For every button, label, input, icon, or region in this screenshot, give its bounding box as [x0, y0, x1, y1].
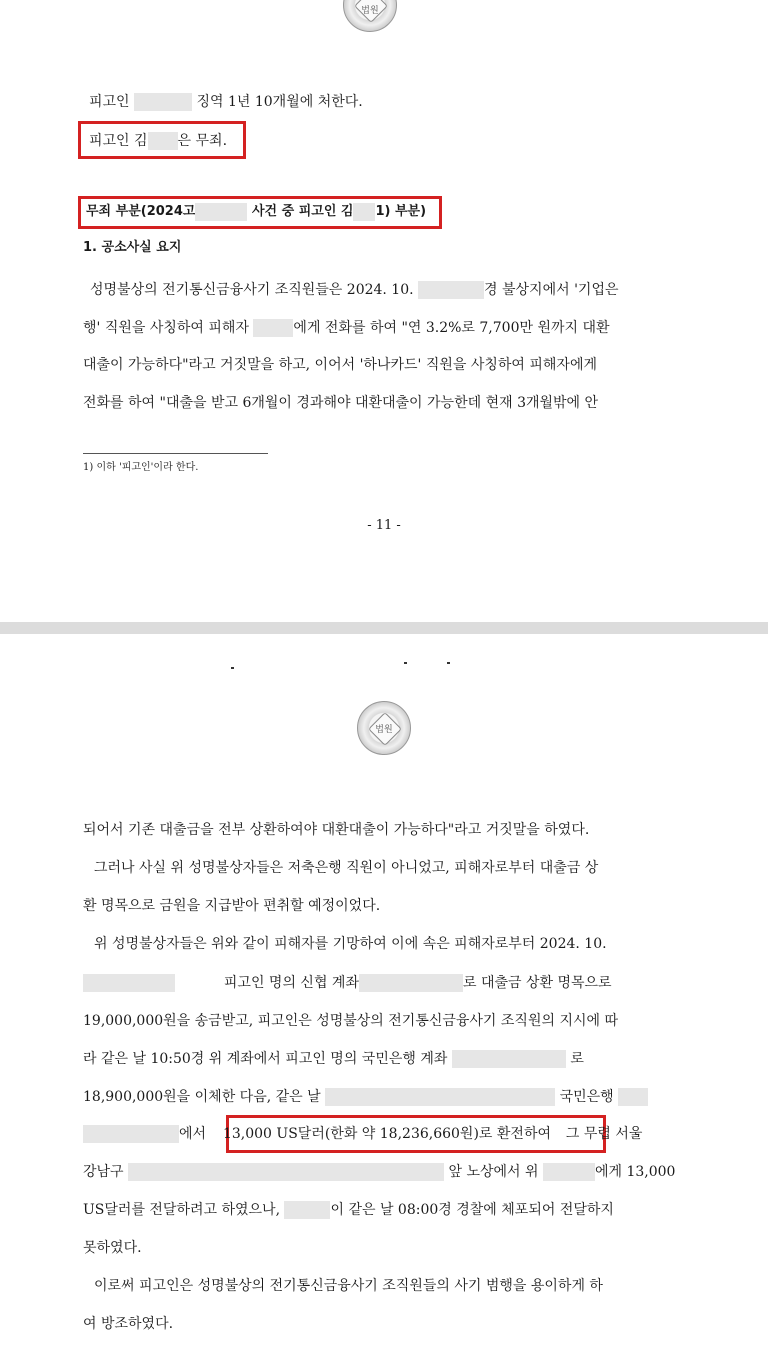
redaction: [83, 1125, 179, 1143]
body-line: 여 방조하였다.: [83, 1316, 174, 1332]
document-page-12: [0, 634, 768, 1355]
body-line: 강남구 앞 노상에서 위 에게 13,000: [83, 1164, 676, 1180]
body-line: 18,900,000원을 이체한 다음, 같은 날 국민은행: [83, 1087, 648, 1107]
page-number: - 11 -: [367, 518, 401, 533]
verdict-acquittal: 피고인 김 은 무죄.: [89, 133, 228, 149]
body-line: 19,000,000원을 송금받고, 피고인은 성명불상의 전기통신금융사기 조직원의 지시에 따: [83, 1013, 619, 1029]
footnote: 1) 이하 '피고인'이라 한다.: [83, 462, 199, 473]
body-line: 에서 13,000 US달러(한화 약 18,236,660원)로 환전하여 그 무렵 서울: [83, 1124, 642, 1144]
page-separator: [0, 622, 768, 634]
redaction: [452, 1050, 566, 1068]
body-line: 위 성명불상자들은 위와 같이 피해자를 기망하여 이에 속은 피해자로부터 2024. 10.: [94, 936, 607, 952]
body-line: 성명불상의 전기통신금융사기 조직원들은 2024. 10. 경 불상지에서 '기업은: [90, 282, 619, 298]
scan-speck: [404, 662, 407, 664]
body-line: 그러나 사실 위 성명불상자들은 저축은행 직원이 아니었고, 피해자로부터 대출금 상: [94, 860, 599, 876]
footnote-rule: [83, 453, 268, 454]
redaction: [618, 1088, 648, 1106]
body-line: 대출이 가능하다"라고 거짓말을 하고, 이어서 '하나카드' 직원을 사칭하여 피해자에게: [83, 357, 598, 373]
body-line: 이로써 피고인은 성명불상의 전기통신금융사기 조직원들의 사기 범행을 용이하게 하: [94, 1278, 603, 1294]
body-line: 전화를 하여 "대출을 받고 6개월이 경과해야 대환대출이 가능한데 현재 3개월밖에 안: [83, 395, 599, 411]
redaction: [543, 1163, 595, 1181]
body-line: 되어서 기존 대출금을 전부 상환하여야 대환대출이 가능하다"라고 거짓말을 하였다.: [83, 822, 590, 838]
body-line: US달러를 전달하려고 하였으나, 이 같은 날 08:00경 경찰에 체포되어 전달하지: [83, 1202, 614, 1218]
redaction: [418, 281, 484, 299]
body-line: 라 같은 날 10:50경 위 계좌에서 피고인 명의 국민은행 계좌 로: [83, 1051, 584, 1067]
redaction: [195, 203, 247, 221]
redaction: [353, 203, 375, 221]
scan-speck: [231, 667, 234, 669]
body-line: 못하였다.: [83, 1240, 142, 1256]
redaction: [148, 132, 178, 150]
body-line: 행' 직원을 사칭하여 피해자 에게 전화를 하여 "연 3.2%로 7,700만 원까지 대환: [83, 320, 610, 336]
scan-speck: [447, 662, 450, 664]
verdict-sentence-1: 피고인 징역 1년 10개월에 처한다.: [89, 94, 363, 110]
redaction: [83, 974, 175, 992]
subheading: 1. 공소사실 요지: [83, 240, 182, 255]
redaction: [359, 974, 463, 992]
redaction: [253, 319, 293, 337]
court-seal-icon: 법원: [343, 0, 397, 32]
redaction: [284, 1201, 330, 1219]
body-line: 환 명목으로 금원을 지급받아 편취할 예정이었다.: [83, 898, 381, 914]
document-page-11: [0, 0, 768, 622]
body-line: 피고인 명의 신협 계좌 로 대출금 상환 명목으로: [83, 973, 612, 993]
court-seal-icon: 법원: [357, 701, 411, 755]
redaction: [325, 1088, 555, 1106]
redaction: [128, 1163, 444, 1181]
redaction: [134, 93, 192, 111]
section-heading: 무죄 부분(2024고 사건 중 피고인 김 1) 부분): [86, 204, 427, 219]
